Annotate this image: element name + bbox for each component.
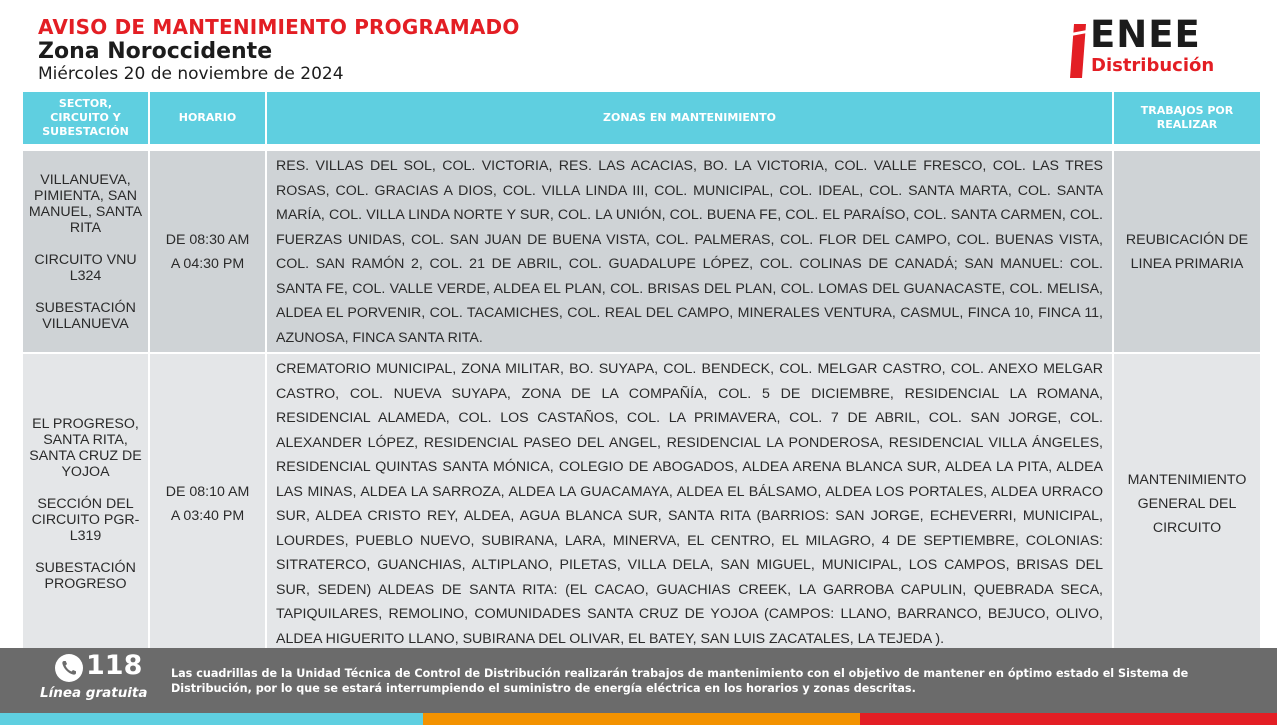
sector-names: EL PROGRESO, SANTA RITA, SANTA CRUZ DE YOJOA (29, 415, 142, 480)
logo-wordmark: ENEE (1090, 13, 1201, 56)
enee-logo (1068, 13, 1248, 80)
zones-cell: RES. VILLAS DEL SOL, COL. VICTORIA, RES. LAS ACACIAS, BO. LA VICTORIA, COL. VALLE FRESCO, COL. LAS TRES ROSAS, COL. GRACIAS A DIOS, COL. VILLA LINDA III, COL. MUNICIPAL, COL. IDEAL, COL. SANTA MARTA, COL. SANTA MARÍA, COL. VILLA LINDA NORTE Y SUR, COL. LA UNIÓN, COL. BUENA FE, COL. EL PARAÍSO, COL. SANTA CARMEN, COL. FUERZAS UNIDAS, COL. SAN JUAN DE BUENA VISTA, COL. PALMERAS, COL. FLOR DEL CAMPO, COL. BUENAS VISTA, COL. SAN RAMÓN 2, COL. 21 DE ABRIL, COL. GUADALUPE LÓPEZ, COL. COLINAS DE CANADÁ; SAN MANUEL: COL. SANTA FE, COL. VALLE VERDE, ALDEA EL PLAN, COL. BRISAS DEL PLAN, COL. LOMAS DEL GUANACASTE, COL. MELISA, ALDEA EL PORVENIR, COL. TACAMICHES, COL. REAL DEL CAMPO, MINERALES VENTURA, CASMUL, FINCA 10, FINCA 11, AZUNOSA, FINCA SANTA RITA. (267, 151, 1112, 352)
work-cell: MANTENIMIENTO GENERAL DEL CIRCUITO (1114, 354, 1260, 653)
notice-title: AVISO DE MANTENIMIENTO PROGRAMADO (38, 15, 520, 39)
footer-notice: Las cuadrillas de la Unidad Técnica de Control de Distribución realizarán trabajos de mantenimiento con el objetivo de mantener en óptimo estado el Sistema de Distribución, por lo que se estará interrumpiendo el suministro de energía eléctrica en los horarios y zonas descritas. (171, 667, 1189, 695)
schedule-cell (150, 354, 265, 653)
substation-name: SUBESTACIÓN PROGRESO (35, 559, 136, 592)
schedule-start: DE 08:30 AM (165, 231, 250, 248)
header-horario: HORARIO (150, 92, 265, 144)
circuit-name: CIRCUITO VNU L324 (34, 251, 137, 284)
sector-names: VILLANUEVA, PIMIENTA, SAN MANUEL, SANTA RITA (28, 171, 143, 236)
schedule-end: A 03:40 PM (170, 507, 245, 524)
hotline-label: Línea gratuita (40, 685, 148, 701)
schedule-start: DE 08:10 AM (165, 483, 250, 500)
sector-cell (23, 354, 148, 653)
zones-cell: CREMATORIO MUNICIPAL, ZONA MILITAR, BO. SUYAPA, COL. BENDECK, COL. MELGAR CASTRO, COL. ANEXO MELGAR CASTRO, COL. NUEVA SUYAPA, ZONA DE LA COMPAÑÍA, COL. 5 DE DICIEMBRE, RESIDENCIAL LA ROMANA, RESIDENCIAL ALAMEDA, COL. LOS CASTAÑOS, COL. LA PRIMAVERA, COL. 7 DE ABRIL, COL. SAN JORGE, COL. ALEXANDER LÓPEZ, RESIDENCIAL PASEO DEL ANGEL, RESIDENCIAL LA PONDEROSA, RESIDENCIAL VILLA ÁNGELES, RESIDENCIAL QUINTAS SANTA MÓNICA, COLEGIO DE ABOGADOS, ALDEA ARENA BLANCA SUR, ALDEA LA PITA, ALDEA LAS MINAS, ALDEA LA SARROZA, ALDEA LA GUACAMAYA, ALDEA EL BÁLSAMO, ALDEA LOS PORTALES, ALDEA URRACO SUR, ALDEA CRISTO REY, ALDEA, AGUA BLANCA SUR, SANTA RITA (BARRIOS: SAN JORGE, ECHEVERRI, MUNICIPAL, LOURDES, PUEBLO NUEVO, SUBIRANA, LARA, MINERVA, EL CENTRO, EL MILAGRO, 4 DE SEPTIEMBRE, COLONIAS: SITRATERCO, GUANCHIAS, ALTIPLANO, PILETAS, VILLA DELA, SAN MIGUEL, MUNICIPAL, LOS CAMPOS, BRISAS DEL SUR, SEDEN) ALDEAS DE SANTA RITA: (EL CACAO, GUACHIAS CREEK, LA GARROBA CAPULIN, QUEBRADA SECA, TAPIQUILARES, REMOLINO, COMUNIDADES SANTA CRUZ DE YOJOA (CAMPOS: LLANO, BARRANCO, BEJUCO, OLIVO, ALDEA HIGUERITO LLANO, SUBIRANA DEL OLIVAR, EL BATEY, SAN LUIS ZACATALES, LA TEJEDA ). (267, 354, 1112, 653)
color-strip-red (860, 713, 1277, 725)
footer-banner (0, 648, 1277, 713)
color-strip-orange (423, 713, 860, 725)
notice-date: Miércoles 20 de noviembre de 2024 (38, 64, 344, 84)
color-strip-cyan (0, 713, 423, 725)
phone-icon (55, 654, 83, 682)
table-row (23, 354, 1260, 653)
table-row (23, 151, 1260, 352)
circuit-name: SECCIÓN DEL CIRCUITO PGR-L319 (31, 495, 140, 544)
zone-title: Zona Noroccidente (38, 39, 273, 64)
table-header-row (23, 92, 1260, 144)
sector-cell (23, 151, 148, 352)
hotline-number: 118 (86, 650, 143, 681)
header-sector: SECTOR, CIRCUITO Y SUBESTACIÓN (23, 92, 148, 144)
work-cell: REUBICACIÓN DE LINEA PRIMARIA (1114, 151, 1260, 352)
header-zonas: ZONAS EN MANTENIMIENTO (267, 92, 1112, 144)
maintenance-table (21, 90, 1262, 655)
header-trabajos: TRABAJOS POR REALIZAR (1114, 92, 1260, 144)
enee-logo-mark-icon (1070, 24, 1088, 78)
schedule-end: A 04:30 PM (170, 255, 245, 272)
schedule-cell (150, 151, 265, 352)
logo-subtitle: Distribución (1091, 55, 1215, 76)
substation-name: SUBESTACIÓN VILLANUEVA (35, 299, 136, 332)
